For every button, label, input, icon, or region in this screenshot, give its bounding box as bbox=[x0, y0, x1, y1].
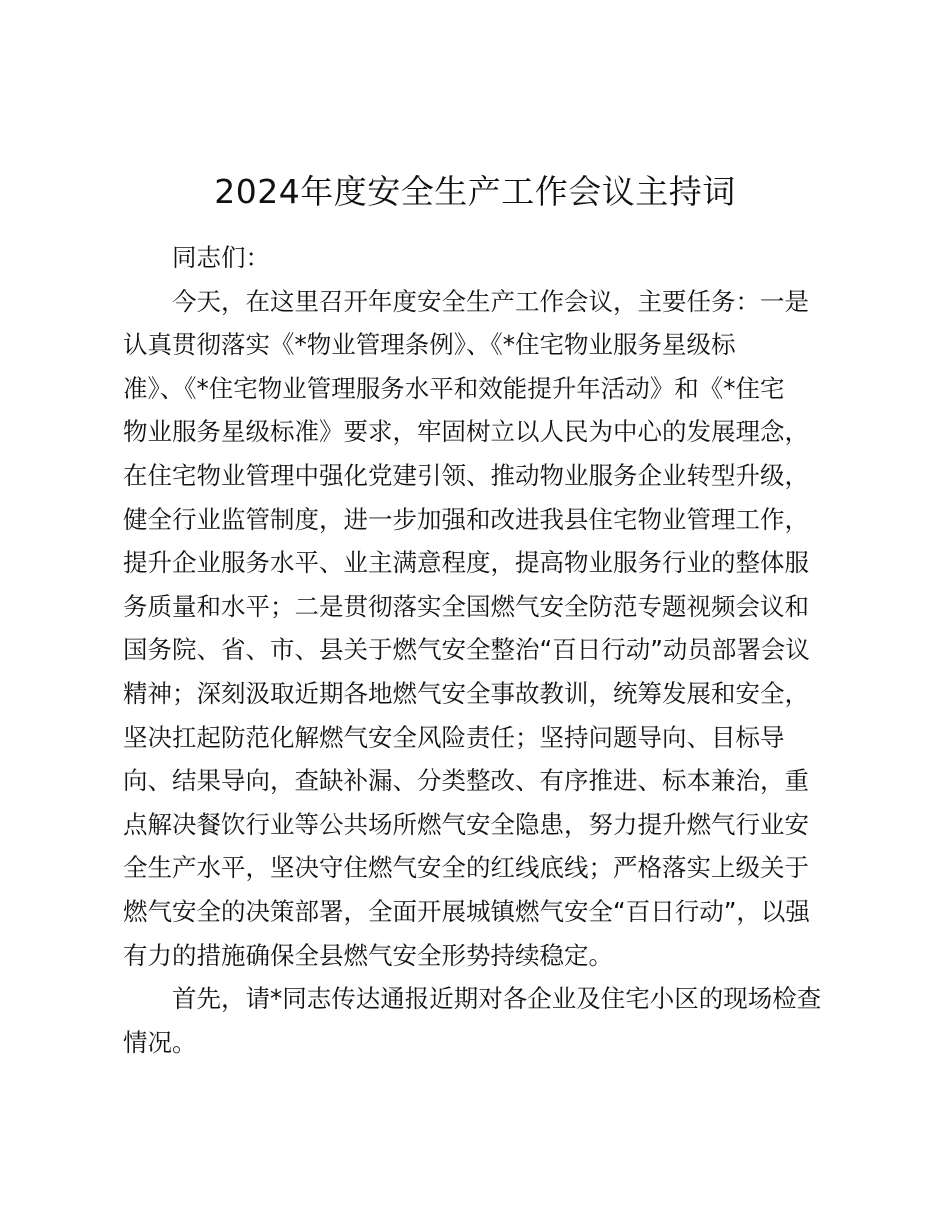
main-paragraph bbox=[123, 280, 829, 978]
paragraph-line: 情况。 bbox=[123, 1027, 197, 1057]
closing-paragraph bbox=[123, 977, 829, 1064]
document-title: 2024年度安全生产工作会议主持词 bbox=[214, 172, 736, 211]
paragraph-line: 点解决餐饮行业等公共场所燃气安全隐患，努力提升燃气行业安 bbox=[123, 809, 809, 839]
paragraph-line: 认真贯彻落实《*物业管理条例》、《*住宅物业服务星级标 bbox=[123, 330, 736, 360]
paragraph-line: 国务院、省、市、县关于燃气安全整治“百日行动”动员部署会议 bbox=[123, 635, 810, 665]
paragraph-line: 准》、《*住宅物业管理服务水平和效能提升年活动》和《*住宅 bbox=[123, 373, 785, 403]
paragraph-line: 燃气安全的决策部署，全面开展城镇燃气安全“百日行动”，以强 bbox=[123, 896, 810, 926]
paragraph-line: 务质量和水平；二是贯彻落实全国燃气安全防范专题视频会议和 bbox=[123, 591, 809, 621]
paragraph-line: 在住宅物业管理中强化党建引领、推动物业服务企业转型升级， bbox=[123, 460, 809, 490]
paragraph-line: 全生产水平，坚决守住燃气安全的红线底线；严格落实上级关于 bbox=[123, 853, 809, 883]
paragraph-line: 物业服务星级标准》要求，牢固树立以人民为中心的发展理念， bbox=[123, 417, 809, 447]
document-body bbox=[123, 236, 829, 1064]
paragraph-line: 精神；深刻汲取近期各地燃气安全事故教训，统筹发展和安全， bbox=[123, 678, 809, 708]
paragraph-line: 提升企业服务水平、业主满意程度，提高物业服务行业的整体服 bbox=[123, 548, 809, 578]
paragraph-line: 健全行业监管制度，进一步加强和改进我县住宅物业管理工作， bbox=[123, 504, 809, 534]
paragraph-line: 今天，在这里召开年度安全生产工作会议，主要任务：一是 bbox=[172, 286, 809, 316]
paragraph-line: 向、结果导向，查缺补漏、分类整改、有序推进、标本兼治，重 bbox=[123, 766, 809, 796]
greeting-paragraph bbox=[123, 236, 829, 280]
paragraph-line: 同志们： bbox=[172, 243, 270, 272]
paragraph-line: 首先，请*同志传达通报近期对各企业及住宅小区的现场检查 bbox=[172, 984, 822, 1014]
paragraph-line: 有力的措施确保全县燃气安全形势持续稳定。 bbox=[123, 940, 613, 970]
paragraph-line: 坚决扛起防范化解燃气安全风险责任；坚持问题导向、目标导 bbox=[123, 722, 785, 752]
